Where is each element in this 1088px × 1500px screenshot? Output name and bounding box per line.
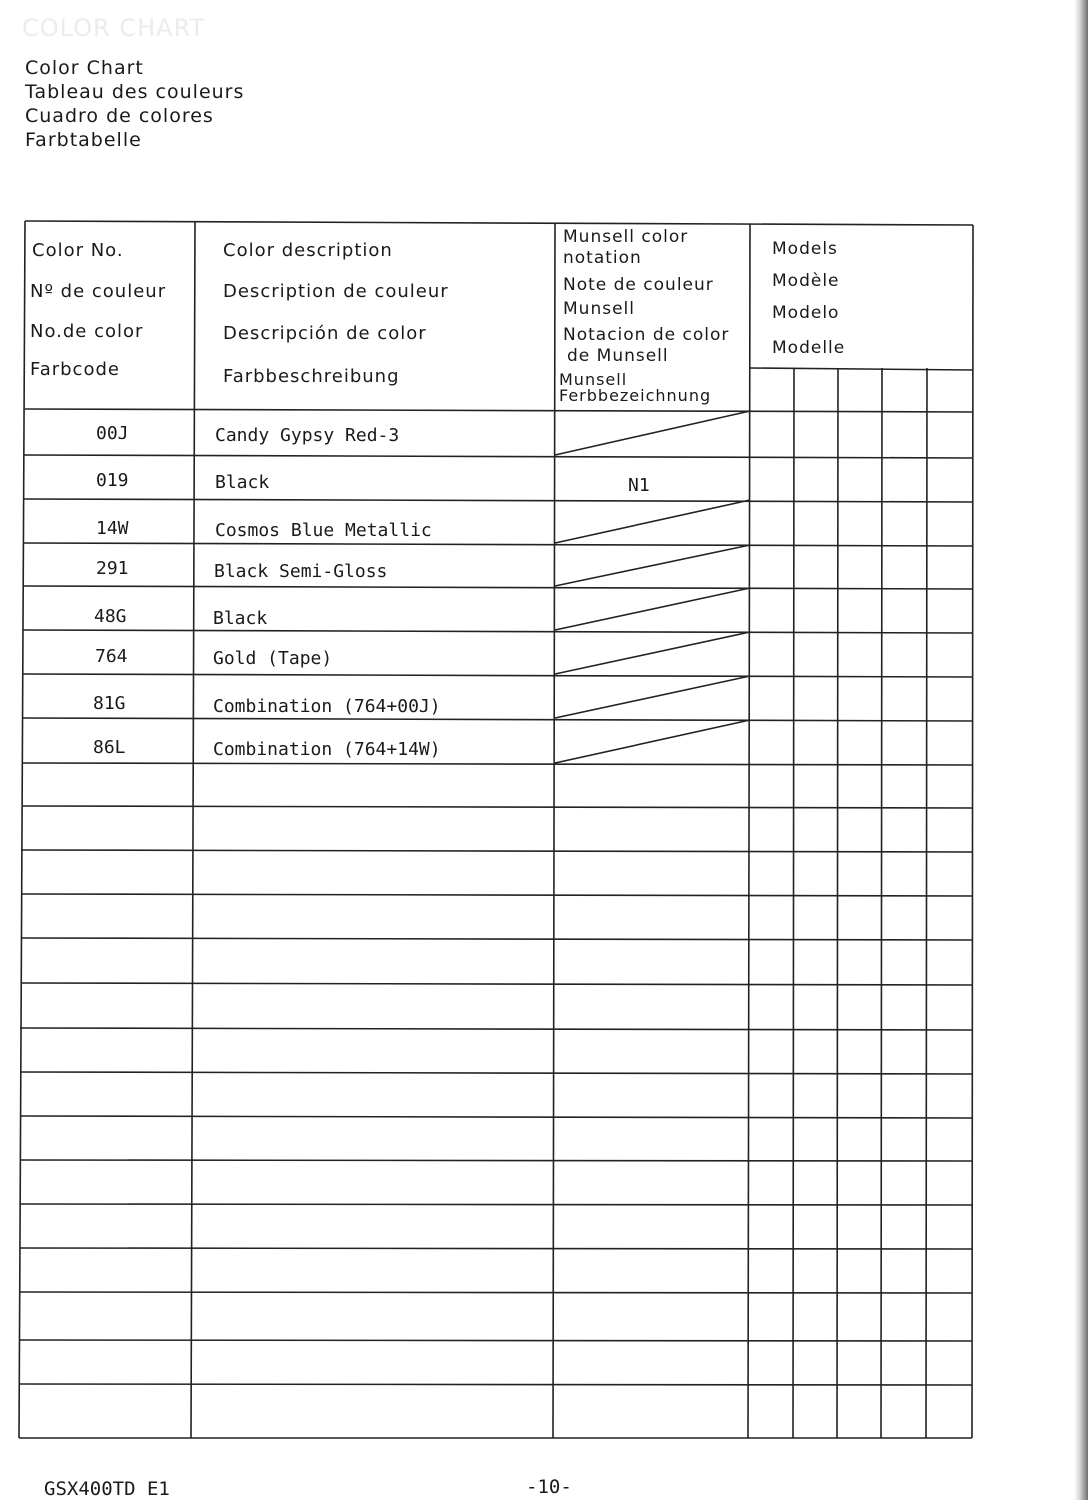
row-description: Combination (764+00J) [213,696,441,717]
munsell-na-slash [555,632,750,674]
row-code: 764 [95,646,128,667]
header-description-fr: Description de couleur [223,281,449,302]
header-color-no-en: Color No. [32,240,124,261]
header-munsell-en-1: Munsell color [563,227,689,247]
munsell-na-slash [555,411,750,455]
header-munsell-es-2: de Munsell [567,346,669,366]
title-en: Color Chart [25,57,144,79]
row-description: Black Semi-Gloss [214,561,388,582]
header-munsell-de-2: Ferbbezeichnung [559,386,712,405]
row-description: Gold (Tape) [213,648,333,669]
row-description: Cosmos Blue Metallic [215,520,432,541]
header-color-no-fr: Nº de couleur [30,281,167,302]
header-models-en: Models [772,239,838,259]
row-code: 86L [93,737,126,758]
row-code: 291 [96,558,129,579]
row-code: 81G [93,693,126,714]
header-description-es: Descripción de color [223,323,427,344]
header-color-no-es: No.de color [30,321,144,342]
header-color-no-de: Farbcode [30,359,120,380]
header-munsell-en-2: notation [563,248,642,268]
header-models-es: Modelo [772,303,840,323]
header-munsell-de-1: Munsell [559,370,628,389]
table-top-border [25,221,973,225]
munsell-na-slash [555,588,750,630]
faint-page-header: COLOR CHART [22,14,206,42]
munsell-na-slash [555,676,750,718]
table-left-border [19,221,25,1438]
header-description-en: Color description [223,240,393,261]
footer-model-code: GSX400TD E1 [44,1478,170,1500]
row-description: Combination (764+14W) [213,739,441,760]
title-fr: Tableau des couleurs [25,81,245,103]
row-code: 019 [96,470,129,491]
table-right-border [972,225,973,1438]
header-munsell-es-1: Notacion de color [563,325,730,345]
header-models-fr: Modèle [772,271,840,291]
row-code: 48G [94,606,127,627]
row-code: 00J [96,423,129,444]
scan-edge-shadow [1074,0,1088,1500]
row-description: Candy Gypsy Red-3 [215,425,400,446]
row-code: 14W [96,518,129,539]
header-models-de: Modelle [772,338,846,358]
header-munsell-fr-1: Note de couleur [563,275,714,295]
munsell-na-slash [555,545,750,586]
page-number: -10- [526,1476,572,1498]
row-munsell: N1 [628,475,650,496]
munsell-na-slash [555,500,750,543]
munsell-na-slash [555,720,750,763]
title-es: Cuadro de colores [25,105,214,127]
header-munsell-fr-2: Munsell [563,299,635,319]
row-description: Black [213,608,268,629]
header-description-de: Farbbeschreibung [223,366,400,387]
title-de: Farbtabelle [25,129,142,151]
row-description: Black [215,472,270,493]
